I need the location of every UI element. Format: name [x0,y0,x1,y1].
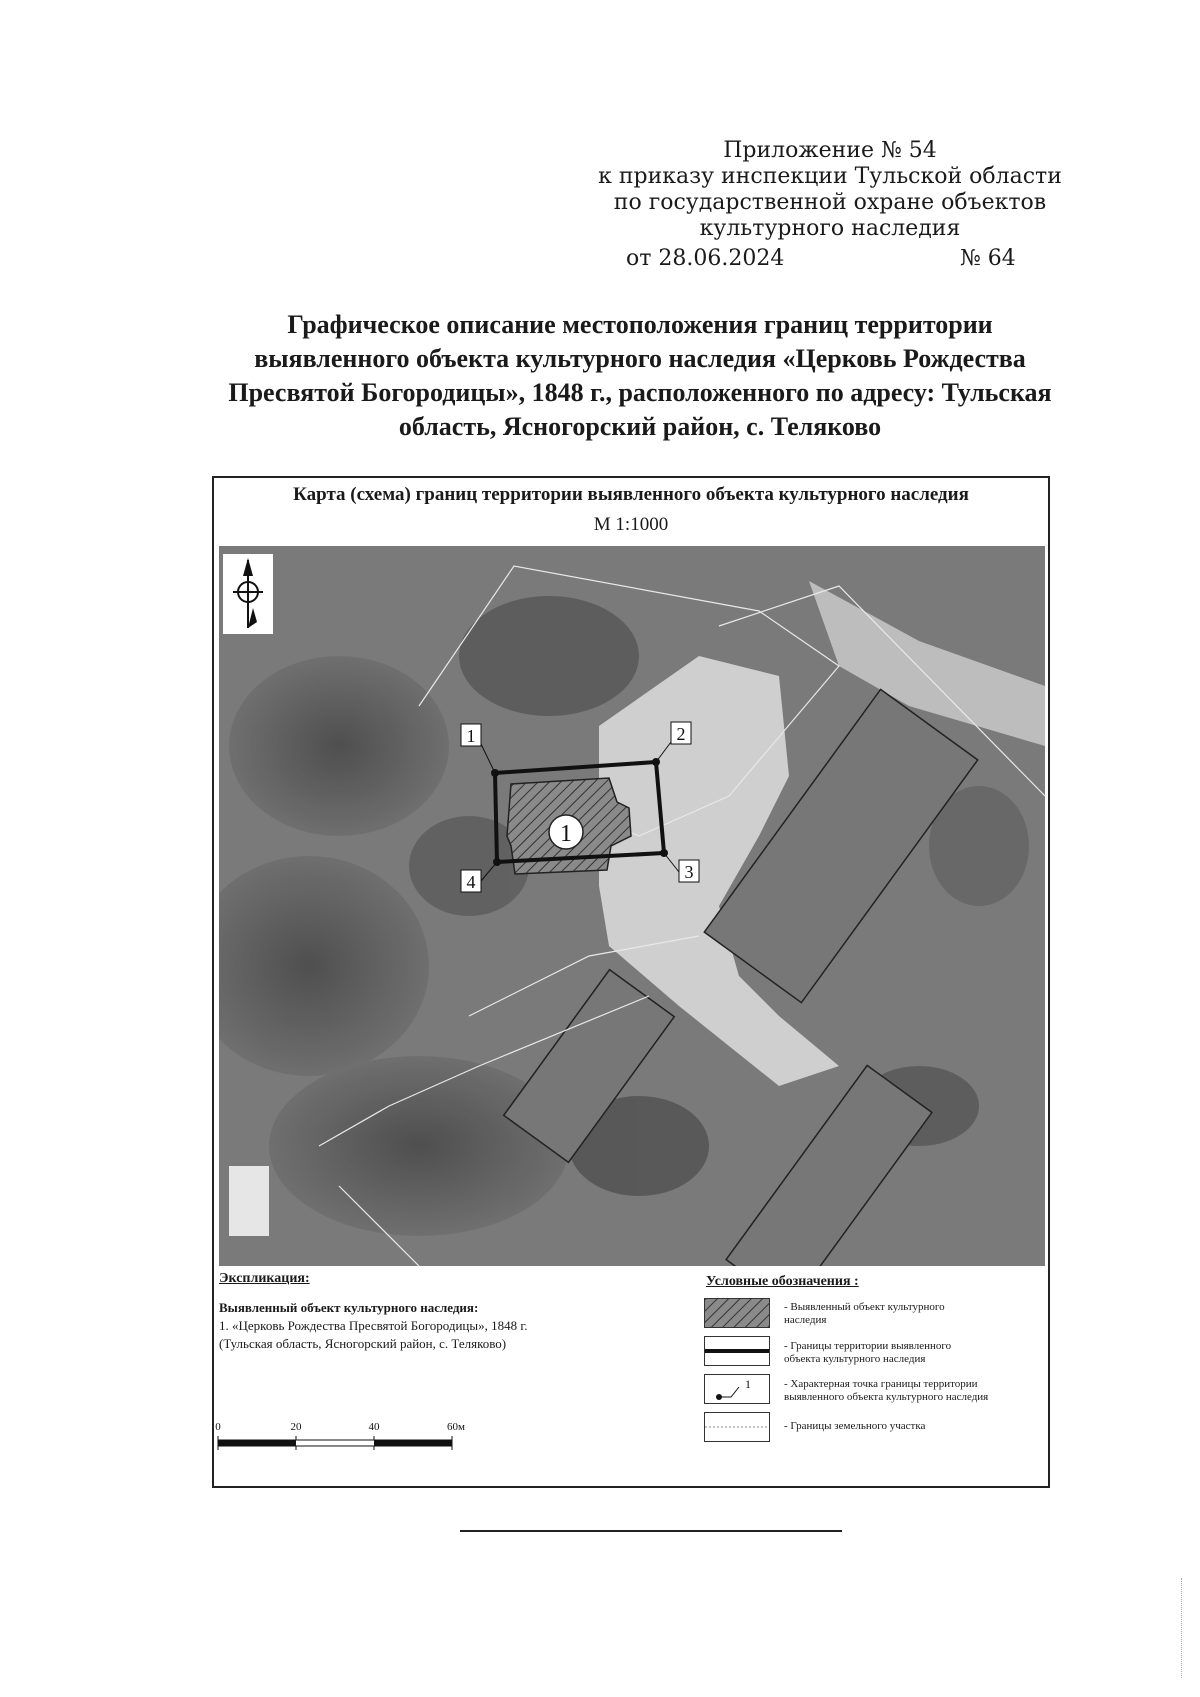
scale-bar [202,1416,482,1476]
map-heading: Карта (схема) границ территории выявленного объекта культурного наследия [293,484,969,505]
legend-text-line: выявленного объекта культурного наследия [784,1391,989,1403]
order-date: от 28.06.2024 [626,246,785,271]
point-label-text: 4 [466,872,476,892]
building-white [229,1166,269,1236]
legend-symbol-point [704,1374,770,1404]
appendix-order-ref: к приказу инспекции Тульской области [598,164,1062,189]
legend-item-point [784,1378,1048,1404]
appendix-block [560,138,1100,242]
object-number: 1 [560,821,572,847]
appendix-authority-end: культурного наследия [699,216,961,241]
explication-item-address: (Тульская область, Ясногорский район, с. Теляково) [219,1336,507,1351]
map-scale: М 1:1000 [593,514,669,535]
north-arrow-icon [223,554,273,634]
point-label-text: 1 [466,726,476,746]
title-line: область, Ясногорский район, с. Теляково [398,412,882,441]
legend-item-parcel [784,1420,1048,1433]
legend-text-line: - Границы территории выявленного [784,1340,952,1352]
map-frame [212,476,1050,1488]
separator-line [460,1530,842,1532]
legend-text-line: - Выявленный объект культурного [784,1301,945,1313]
legend-text-line: - Границы земельного участка [784,1420,926,1432]
scale-tick-label: 20 [290,1421,302,1433]
legend-text-line: объекта культурного наследия [784,1353,926,1365]
legend-item-object [784,1301,1048,1327]
legend-symbol-object [704,1298,770,1328]
margin-mark [1181,1578,1182,1678]
scale-tick-label: 0 [215,1421,221,1433]
map-image [219,546,1045,1266]
explication-item: 1. «Церковь Рождества Пресвятой Богородицы», 1848 г. [219,1318,528,1333]
appendix-authority: по государственной охране объектов [613,190,1047,215]
title-line: Графическое описание местоположения границ территории [287,310,993,339]
appendix-number: Приложение № 54 [723,138,937,163]
point-label-text: 3 [684,862,694,882]
title-line: Пресвятой Богородицы», 1848 г., расположенного по адресу: Тульская [228,378,1052,407]
legend-point-number: 1 [745,1377,751,1391]
legend-item-territory [784,1340,1048,1366]
point-label-text: 2 [676,724,686,744]
explication-title: Экспликация: [219,1271,310,1286]
document-title [170,308,1110,444]
explication-subtitle: Выявленный объект культурного наследия: [219,1300,479,1315]
legend-symbol-territory [704,1336,770,1366]
title-line: выявленного объекта культурного наследия «Церковь Рождества [254,344,1026,373]
legend-title: Условные обозначения : [706,1274,859,1289]
scale-tick-label: 60м [447,1421,465,1433]
legend-text-line: наследия [784,1314,827,1326]
scale-tick-label: 40 [368,1421,380,1433]
legend-symbol-parcel [704,1412,770,1442]
order-number: № 64 [960,246,1016,271]
legend-text-line: - Характерная точка границы территории [784,1378,978,1390]
